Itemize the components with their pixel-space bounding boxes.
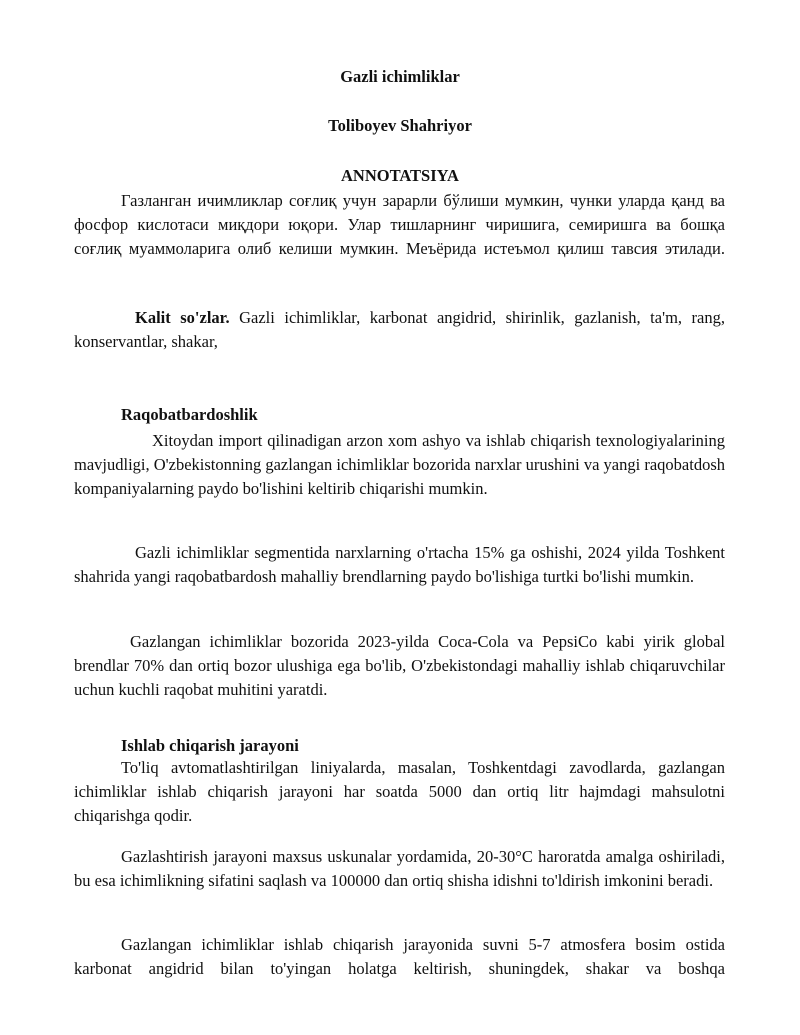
competitiveness-paragraph-2: Gazli ichimliklar segmentida narxlarning o'rtacha 15% ga oshishi, 2024 yilda Toshkent shahrida yangi raqobatbardosh mahalliy brendlarning paydo bo'lishiga turtki bo'lishi mumkin. [74, 543, 725, 586]
competitiveness-paragraph-1: Xitoydan import qilinadigan arzon xom ashyo va ishlab chiqarish texnologiyalarining mavjudligi, O'zbekistonning gazlangan ichimliklar bozorida narxlar urushini va yangi raqobatdosh kompaniyalarning paydo bo'lishini keltirib chiqarishi mumkin. [74, 431, 725, 498]
production-paragraph-1: To'liq avtomatlashtirilgan liniyalarda, masalan, Toshkentdagi zavodlarda, gazlangan ichimliklar ishlab chiqarish jarayoni har soatda 5000 dan ortiq litr hajmdagi mahsulotni chiqarishga qodir. [74, 758, 725, 825]
document-title: Gazli ichimliklar [340, 67, 460, 86]
keywords-label: Kalit so'zlar. [135, 308, 230, 327]
author-name: Toliboyev Shahriyor [328, 116, 472, 135]
keywords-paragraph [74, 306, 725, 354]
keywords-text: Gazli ichimliklar, karbonat angidrid, shirinlik, gazlanish, ta'm, rang, konservantlar, shakar, [74, 308, 725, 351]
production-paragraph-3: Gazlangan ichimliklar ishlab chiqarish jarayonida suvni 5-7 atmosfera bosim ostida karbonat angidrid bilan to'yingan holatga keltirish, shuningdek, shakar va boshqa [74, 935, 725, 978]
production-paragraph-2: Gazlashtirish jarayoni maxsus uskunalar yordamida, 20-30°C haroratda amalga oshiriladi, bu esa ichimlikning sifatini saqlash va 100000 dan ortiq shisha idishni to'ldirish imkonini beradi. [74, 847, 725, 890]
competitiveness-paragraph-3: Gazlangan ichimliklar bozorida 2023-yilda Coca-Cola va PepsiCo kabi yirik global brendlar 70% dan ortiq bozor ulushiga ega bo'lib, O'zbekistondagi mahalliy ishlab chiqaruvchilar uchun kuchli raqobat muhitini yaratdi. [74, 632, 725, 699]
abstract-paragraph: Газланган ичимликлар соғлиқ учун зарарли бўлиши мумкин, чунки уларда қанд ва фосфор кислотаси миқдори юқори. Улар тишларнинг чиришига, семиришга ва бошқа соғлиқ муаммоларига олиб келиши мумкин. Меъёрида истеъмол қилиш тавсия этилади. [74, 191, 725, 258]
section-heading-competitiveness: Raqobatbardoshlik [121, 405, 258, 424]
section-heading-production: Ishlab chiqarish jarayoni [121, 736, 299, 755]
abstract-heading: ANNOTATSIYA [341, 166, 459, 185]
